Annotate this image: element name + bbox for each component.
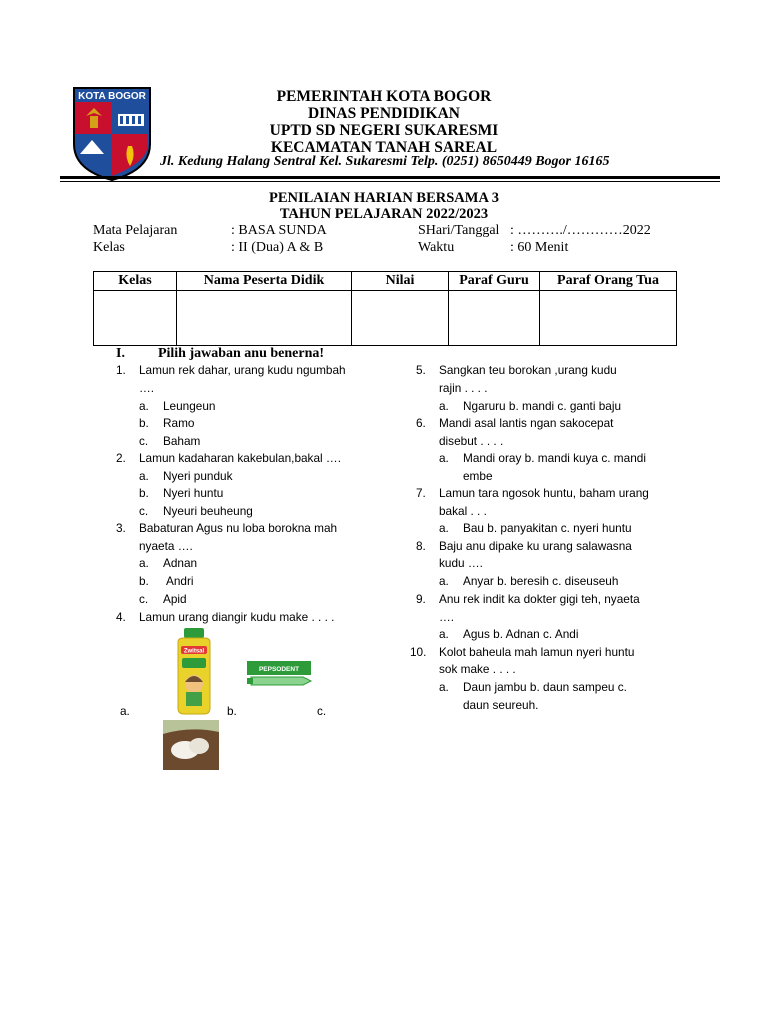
section-heading xyxy=(116,346,324,362)
q6-options-2[interactable]: embe xyxy=(463,469,493,483)
q3-option-c-label: c. xyxy=(139,592,149,606)
cell-nilai[interactable] xyxy=(352,291,449,346)
cell-paraf-ortu[interactable] xyxy=(540,291,677,346)
header-rule-thin xyxy=(60,181,720,182)
q1-option-a[interactable]: Leungeun xyxy=(163,399,216,413)
q9-text-2: …. xyxy=(439,610,455,624)
soap-bar-image[interactable] xyxy=(163,720,219,770)
q8-option-a-label: a. xyxy=(439,574,449,588)
q10-option-a-label: a. xyxy=(439,680,449,694)
q6-option-a-label: a. xyxy=(439,451,449,465)
q6-text: Mandi asal lantis ngan sakocepat xyxy=(439,416,614,430)
q10-options-2[interactable]: daun seureuh. xyxy=(463,698,539,712)
shampoo-label: Zwitsal xyxy=(183,648,205,655)
class-label: Kelas xyxy=(93,240,125,255)
q1-option-c[interactable]: Baham xyxy=(163,434,201,448)
q6-number: 6. xyxy=(416,416,426,430)
q6-options[interactable]: Mandi oray b. mandi kuya c. mandi xyxy=(463,451,646,465)
q4-number: 4. xyxy=(116,610,126,624)
table-header-row xyxy=(94,272,677,291)
q3-option-b[interactable]: Andri xyxy=(166,574,194,588)
q8-options[interactable]: Anyar b. beresih c. diseuseuh xyxy=(463,574,619,588)
q4-option-c-label[interactable]: c. xyxy=(317,704,327,718)
col-header-kelas: Kelas xyxy=(94,272,177,291)
table-row xyxy=(94,291,677,346)
q2-option-b[interactable]: Nyeri huntu xyxy=(163,486,224,500)
header-line-1: PEMERINTAH KOTA BOGOR xyxy=(276,88,492,105)
col-header-nama: Nama Peserta Didik xyxy=(177,272,352,291)
q7-option-a-label: a. xyxy=(439,521,449,535)
q1-option-a-label: a. xyxy=(139,399,149,413)
q3-text-2: nyaeta …. xyxy=(139,539,193,553)
q2-number: 2. xyxy=(116,451,126,465)
score-table xyxy=(93,271,677,346)
q4-option-b-label[interactable]: b. xyxy=(227,704,237,718)
q7-text: Lamun tara ngosok huntu, baham urang xyxy=(439,486,649,500)
exam-year: TAHUN PELAJARAN 2022/2023 xyxy=(279,206,489,222)
cell-nama[interactable] xyxy=(177,291,352,346)
q3-number: 3. xyxy=(116,521,126,535)
q3-option-c[interactable]: Apid xyxy=(163,592,187,606)
q6-text-2: disebut . . . . xyxy=(439,434,504,448)
q5-option-a-label: a. xyxy=(439,399,449,413)
q8-number: 8. xyxy=(416,539,426,553)
q1-text: Lamun rek dahar, urang kudu ngumbah xyxy=(139,363,346,377)
svg-text:KOTA BOGOR: KOTA BOGOR xyxy=(78,91,146,102)
q9-number: 9. xyxy=(416,592,426,606)
q5-text: Sangkan teu borokan ,urang kudu xyxy=(439,363,617,377)
cell-kelas[interactable] xyxy=(94,291,177,346)
section-title: Pilih jawaban anu benerna! xyxy=(157,346,325,361)
q10-text: Kolot baheula mah lamun nyeri huntu xyxy=(439,645,635,659)
q2-option-c[interactable]: Nyeuri beuheung xyxy=(163,504,253,518)
q7-options[interactable]: Bau b. panyakitan c. nyeri huntu xyxy=(463,521,632,535)
q10-number: 10. xyxy=(410,645,427,659)
q1-number: 1. xyxy=(116,363,126,377)
q5-text-2: rajin . . . . xyxy=(439,381,488,395)
col-header-nilai: Nilai xyxy=(352,272,449,291)
q2-text: Lamun kadaharan kakebulan,bakal …. xyxy=(139,451,341,465)
date-label: SHari/Tanggal xyxy=(418,223,500,238)
col-header-paraf-guru: Paraf Guru xyxy=(449,272,540,291)
q1-text-2: …. xyxy=(139,381,155,395)
col-header-paraf-ortu: Paraf Orang Tua xyxy=(540,272,677,291)
class-value: : II (Dua) A & B xyxy=(231,240,324,255)
date-value: : ………./…………2022 xyxy=(510,223,651,238)
q3-option-a-label: a. xyxy=(139,556,149,570)
q1-option-b[interactable]: Ramo xyxy=(163,416,195,430)
cell-paraf-guru[interactable] xyxy=(449,291,540,346)
q7-number: 7. xyxy=(416,486,426,500)
shampoo-bottle-image[interactable] xyxy=(170,628,218,716)
exam-title: PENILAIAN HARIAN BERSAMA 3 xyxy=(268,190,499,206)
q10-options[interactable]: Daun jambu b. daun sampeu c. xyxy=(463,680,627,694)
q5-number: 5. xyxy=(416,363,426,377)
q9-text: Anu rek indit ka dokter gigi teh, nyaeta xyxy=(439,592,640,606)
q8-text: Baju anu dipake ku urang salawasna xyxy=(439,539,632,553)
toothpaste-image[interactable] xyxy=(245,659,315,687)
q5-options[interactable]: Ngaruru b. mandi c. ganti baju xyxy=(463,399,622,413)
q1-option-b-label: b. xyxy=(139,416,149,430)
q10-text-2: sok make . . . . xyxy=(439,662,516,676)
q7-text-2: bakal . . . xyxy=(439,504,487,518)
header-line-3: UPTD SD NEGERI SUKARESMI xyxy=(269,122,499,139)
q9-option-a-label: a. xyxy=(439,627,449,641)
q4-text: Lamun urang diangir kudu make . . . . xyxy=(139,610,335,624)
q2-option-a[interactable]: Nyeri punduk xyxy=(163,469,233,483)
subject-value: : BASA SUNDA xyxy=(231,223,327,238)
q3-option-a[interactable]: Adnan xyxy=(163,556,198,570)
section-number: I. xyxy=(116,346,125,361)
header-line-2: DINAS PENDIDIKAN xyxy=(307,105,460,122)
q2-option-c-label: c. xyxy=(139,504,149,518)
q2-option-b-label: b. xyxy=(139,486,149,500)
q8-text-2: kudu …. xyxy=(439,556,483,570)
header-rule-thick xyxy=(60,176,720,179)
q3-text: Babaturan Agus nu loba borokna mah xyxy=(139,521,338,535)
header-address: Jl. Kedung Halang Sentral Kel. Sukaresmi Telp. (0251) 8650449 Bogor 16165 xyxy=(160,154,610,169)
q9-options[interactable]: Agus b. Adnan c. Andi xyxy=(463,627,579,641)
subject-label: Mata Pelajaran xyxy=(93,223,178,238)
toothpaste-label: PEPSODENT xyxy=(258,666,300,673)
q2-option-a-label: a. xyxy=(139,469,149,483)
q3-option-b-label: b. xyxy=(139,574,149,588)
time-value: : 60 Menit xyxy=(510,240,569,255)
time-label: Waktu xyxy=(418,240,455,255)
header-line-4: KECAMATAN TANAH SAREAL xyxy=(270,139,498,156)
q4-option-a-label[interactable]: a. xyxy=(120,704,130,718)
q1-option-c-label: c. xyxy=(139,434,149,448)
